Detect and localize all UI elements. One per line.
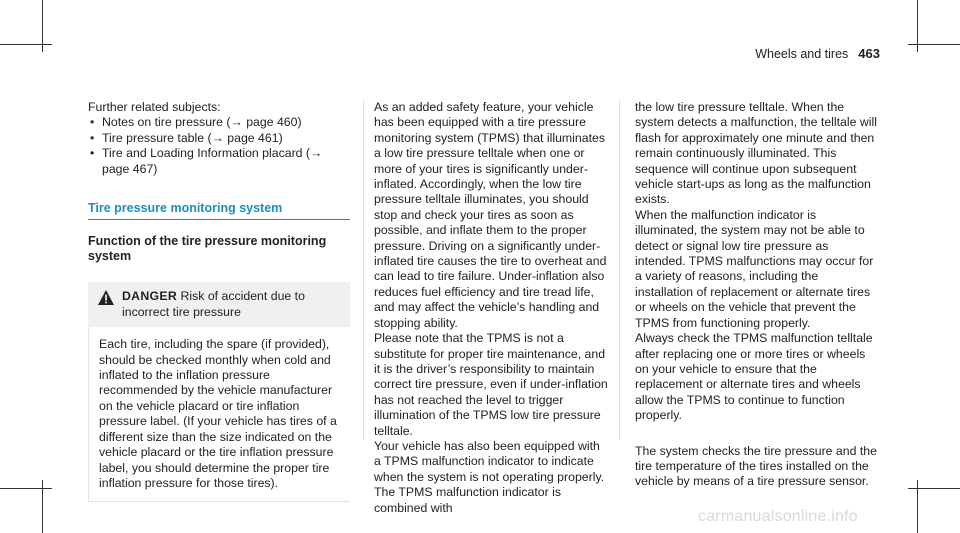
related-item[interactable]: • Tire and Loading Information placard (→ page 467) [88, 146, 350, 177]
paragraph: Always check the TPMS malfunction telltale after replacing one or more tires or wheels on your vehicle to ensure that the replacement or alternate tires and wheels allow the TPMS to continue to function properly. [635, 331, 873, 423]
column-2 [374, 100, 610, 516]
page-header [755, 46, 880, 61]
watermark: carmanualsonline.info [698, 508, 858, 525]
warning-triangle-icon [98, 290, 114, 305]
danger-body: Each tire, including the spare (if provided), should be checked monthly when cold and inflated to the inflation pressure recommended by the vehicle manufacturer on the vehicle placard or tire inflation pressure label. (If your vehicle has tires of a different size than the size indicated on the vehicle placard or the tire inflation pressure label, you should determine the proper tire inflation pressure for those tires). [88, 327, 350, 502]
page-number: 463 [858, 46, 880, 61]
crop-mark [42, 480, 43, 533]
paragraph: As an added safety feature, your vehicle has been equipped with a tire pressure monitoring system (TPMS) that illuminates a low tire pressure telltale when one or more of your tires is significantly under-inflated. Accordingly, when the low tire pressure telltale illuminates, you should stop and check your tires as soon as possible, and inflate them to the proper pressure. Driving on a significantly under-inflated tire causes the tire to overheat and can lead to tire failure. Under-inflation also reduces fuel efficiency and tire tread life, and may affect the vehicle’s handling and stopping ability. [374, 100, 607, 330]
paragraph: When the malfunction indicator is illuminated, the system may not be able to detect or signal low tire pressure as intended. TPMS malfunctions may occur for a variety of reasons, including the installation of replacement or alternate tires or wheels on the vehicle that prevent the TPMS from functioning properly. [635, 207, 874, 330]
section-rule [88, 219, 350, 220]
column-3 [635, 100, 877, 490]
paragraph: The system checks the tire pressure and the tire temperature of the tires installed on the vehicle by means of a tire pressure sensor. [635, 443, 877, 489]
crop-mark [0, 488, 52, 489]
related-item[interactable]: • Notes on tire pressure (→ page 460) [88, 115, 350, 130]
header-title: Wheels and tires [755, 47, 849, 61]
column-divider [363, 100, 364, 440]
danger-text: Risk of accident due to incorrect tire pressure [122, 289, 305, 319]
paragraph: the low tire pressure telltale. When the system detects a malfunction, the telltale will flash for approximately one minute and then remain continuously illuminated. This sequence will continue upon subsequent vehicle start-ups as long as the malfunction exists. [635, 100, 877, 207]
paragraph: Please note that the TPMS is not a substitute for proper tire maintenance, and it is the driver’s responsibility to maintain correct tire pressure, even if under-inflation has not reached the level to trigger illumination of the TPMS low tire pressure telltale. [374, 331, 608, 438]
danger-label: DANGER [122, 289, 178, 304]
crop-mark [908, 488, 960, 489]
function-title: Function of the tire pressure monitoring system [88, 234, 327, 264]
crop-mark [42, 0, 43, 52]
column-divider [619, 100, 620, 440]
column-1 [88, 100, 350, 502]
crop-mark [0, 44, 52, 45]
crop-mark [917, 480, 918, 533]
danger-box [88, 282, 350, 327]
related-list [88, 115, 350, 177]
section-heading [88, 201, 350, 220]
related-item[interactable]: • Tire pressure table (→ page 461) [88, 131, 350, 146]
crop-mark [917, 0, 918, 52]
related-heading: Further related subjects: [88, 100, 221, 114]
crop-mark [908, 44, 960, 45]
section-title: Tire pressure monitoring system [88, 201, 283, 216]
paragraph: Your vehicle has also been equipped with a TPMS malfunction indicator to indicate when the system is not operating properly. The TPMS malfunction indicator is combined with [374, 438, 605, 515]
